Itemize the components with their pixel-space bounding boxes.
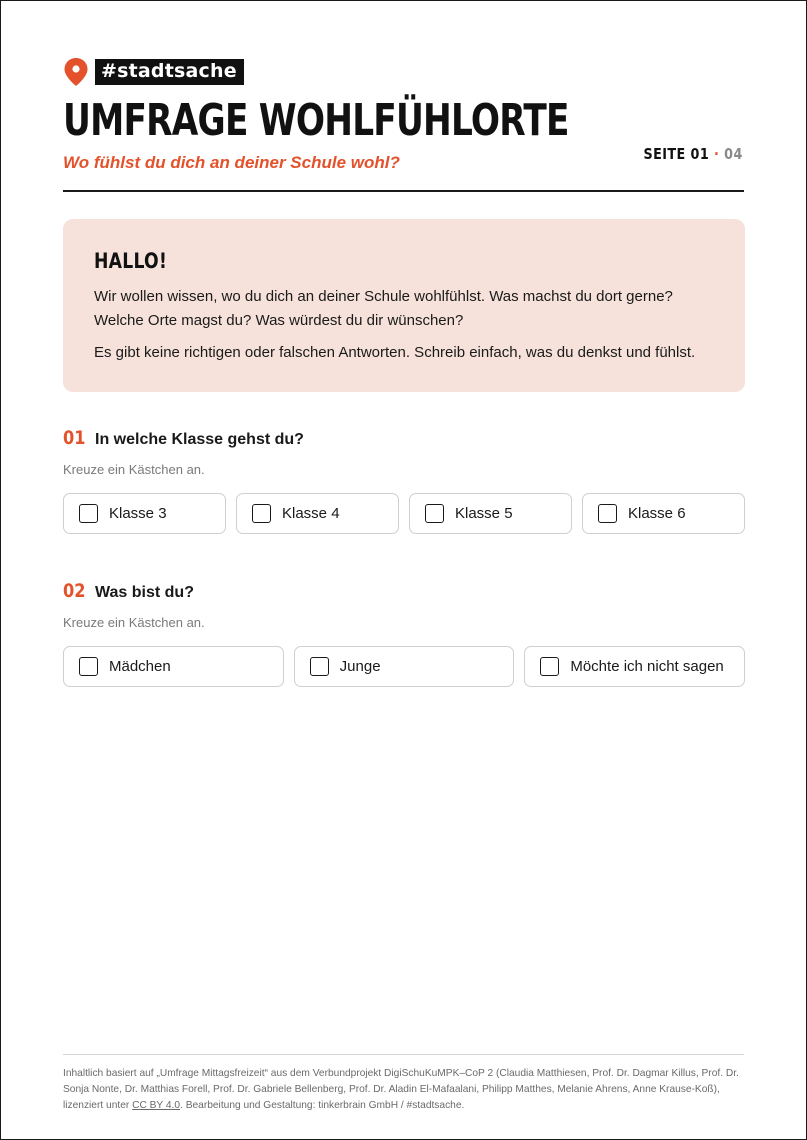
option-klasse-3[interactable]: [63, 493, 226, 534]
option-group: [63, 646, 745, 687]
brand-logo: [63, 57, 244, 87]
option-klasse-6[interactable]: [582, 493, 745, 534]
question-number: 02: [63, 580, 86, 602]
question-text: In welche Klasse gehst du?: [95, 431, 304, 448]
question-hint: Kreuze ein Kästchen an.: [63, 462, 205, 477]
option-klasse-4[interactable]: [236, 493, 399, 534]
option-klasse-5[interactable]: [409, 493, 572, 534]
footer-credits: [63, 1054, 744, 1114]
option-label: Möchte ich nicht sagen: [570, 658, 724, 675]
checkbox[interactable]: [540, 657, 559, 676]
page-total: 04: [724, 145, 743, 163]
option-keine-angabe[interactable]: [524, 646, 745, 687]
page-separator: ·: [709, 145, 725, 163]
question-hint: Kreuze ein Kästchen an.: [63, 615, 205, 630]
checkbox[interactable]: [252, 504, 271, 523]
option-junge[interactable]: [294, 646, 515, 687]
question-gender: [63, 580, 745, 687]
location-pin-icon: [63, 57, 89, 87]
intro-box: [63, 219, 745, 392]
option-maedchen[interactable]: [63, 646, 284, 687]
option-label: Klasse 6: [628, 505, 686, 522]
checkbox[interactable]: [79, 657, 98, 676]
intro-paragraph-1: Wir wollen wissen, wo du dich an deiner Schule wohlfühlst. Was machst du dort gerne? Welche Orte magst du? Was würdest du dir wünschen?: [94, 288, 673, 329]
option-label: Junge: [339, 658, 381, 675]
question-number: 01: [63, 427, 86, 449]
option-label: Klasse 5: [455, 505, 513, 522]
page-number: [644, 145, 743, 163]
option-label: Klasse 4: [282, 505, 340, 522]
option-label: Mädchen: [109, 658, 171, 675]
footer-text-end: . Bearbeitung und Gestaltung: tinkerbrain GmbH / #stadtsache.: [180, 1100, 465, 1111]
page-title: UMFRAGE WOHLFÜHLORTE: [63, 95, 569, 146]
page-current: SEITE 01: [643, 145, 710, 163]
brand-name: #stadtsache: [95, 59, 244, 85]
checkbox[interactable]: [79, 504, 98, 523]
footer-text: Inhaltlich basiert auf „Umfrage Mittagsfreizeit“ aus dem Verbundprojekt DigiSchuKuMPK–CoP 2 (Claudia Matthiesen, Prof. Dr. Dagmar Killus, Prof. Dr. Sonja Nonte, Dr. Matthias Forell, Prof. Dr. Gabriele Bellenberg, Prof. Dr. Aladin El-Mafaalani, Philipp Matthes, Melanie Ahrens, Anne Krause-Koß), lizenziert unter: [63, 1068, 739, 1111]
checkbox[interactable]: [425, 504, 444, 523]
intro-paragraph-2: Es gibt keine richtigen oder falschen Antworten. Schreib einfach, was du denkst und fühlst.: [94, 344, 696, 361]
question-class: [63, 427, 745, 534]
license-link[interactable]: CC BY 4.0: [132, 1100, 181, 1111]
question-text: Was bist du?: [95, 584, 194, 601]
intro-heading: HALLO!: [94, 249, 168, 273]
checkbox[interactable]: [310, 657, 329, 676]
page-subtitle: Wo fühlst du dich an deiner Schule wohl?: [63, 153, 400, 172]
header-divider: [63, 190, 744, 192]
option-label: Klasse 3: [109, 505, 167, 522]
option-group: [63, 493, 745, 534]
checkbox[interactable]: [598, 504, 617, 523]
